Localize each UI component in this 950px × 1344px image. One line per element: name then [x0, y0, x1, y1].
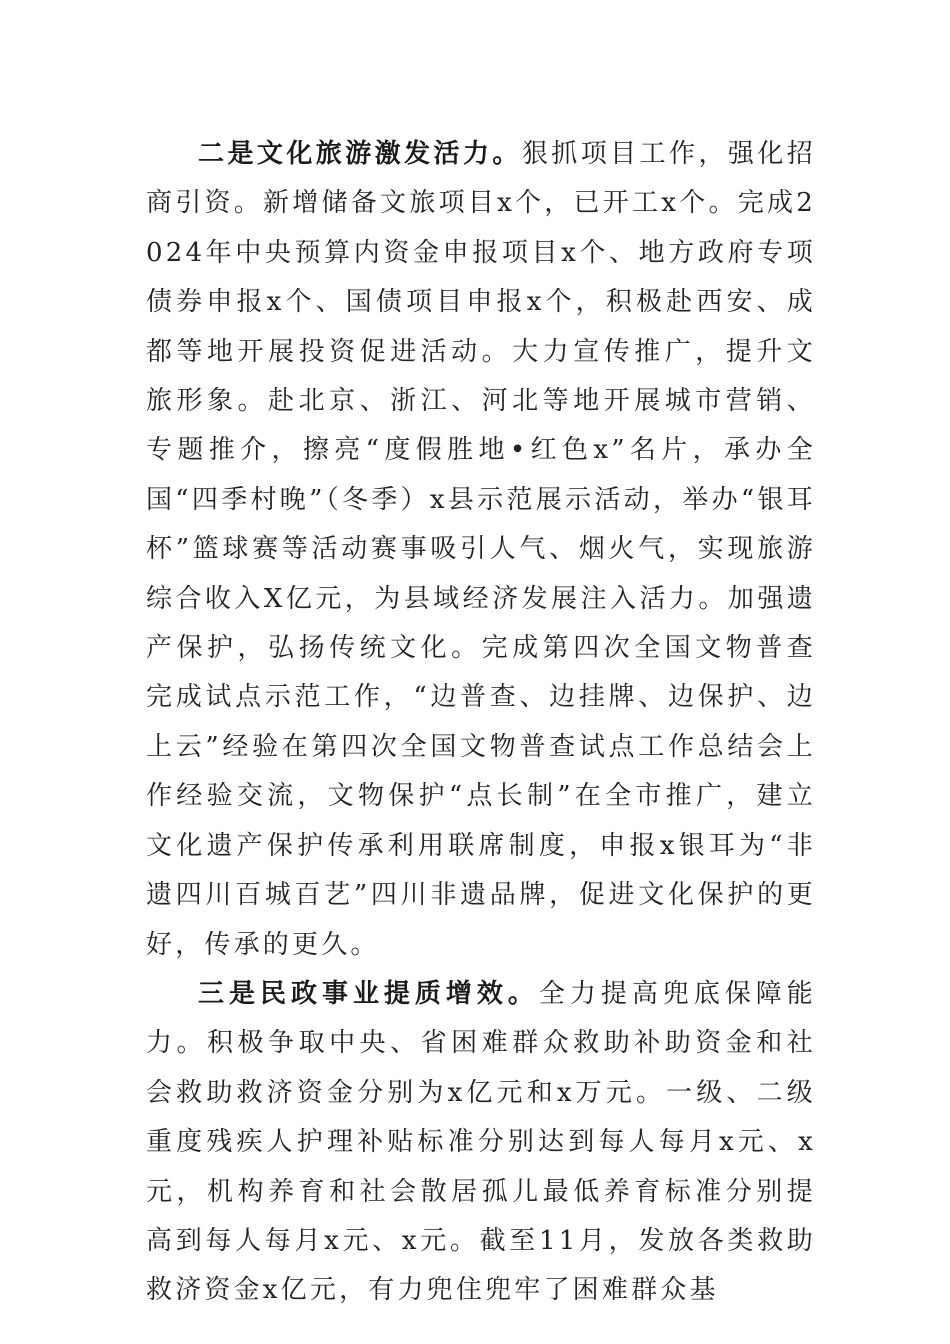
paragraph-culture-tourism: [146, 130, 816, 970]
paragraph-body-text: 狠抓项目工作，强化招商引资。新增储备文旅项目x个，已开工x个。完成2024年中央预算内资金申报项目x个、地方政府专项债券申报x个、国债项目申报x个，积极赴西安、成都等地开展投资促进活动。大力宣传推广，提升文旅形象。赴北京、浙江、河北等地开展城市营销、专题推介，擦亮“度假胜地•红色x”名片，承办全国“四季村晚”（冬季）x县示范展示活动，举办“银耳杯”篮球赛等活动赛事吸引人气、烟火气，实现旅游综合收入X亿元，为县域经济发展注入活力。加强遗产保护，弘扬传统文化。完成第四次全国文物普查完成试点示范工作，“边普查、边挂牌、边保护、边上云”经验在第四次全国文物普查试点工作总结会上作经验交流，文物保护“点长制”在全市推广，建立文化遗产保护传承利用联席制度，申报x银耳为“非遗四川百城百艺”四川非遗品牌，促进文化保护的更好，传承的更久。: [146, 139, 816, 960]
paragraph-lead-heading: 三是民政事业提质增效。: [198, 978, 539, 1009]
paragraph-body-text: 全力提高兜底保障能力。积极争取中央、省困难群众救助补助资金和社会救助救济资金分别为x亿元和x万元。一级、二级重度残疾人护理补贴标准分别达到每人每月x元、x元，机构养育和社会散居孤儿最低养育标准分别提高到每人每月x元、x元。截至11月，发放各类救助救济资金x亿元，有力兜住兜牢了困难群众基: [146, 978, 817, 1306]
paragraph-lead-heading: 二是文化旅游激发活力。: [198, 139, 522, 169]
paragraph-civil-affairs: [146, 970, 816, 1316]
